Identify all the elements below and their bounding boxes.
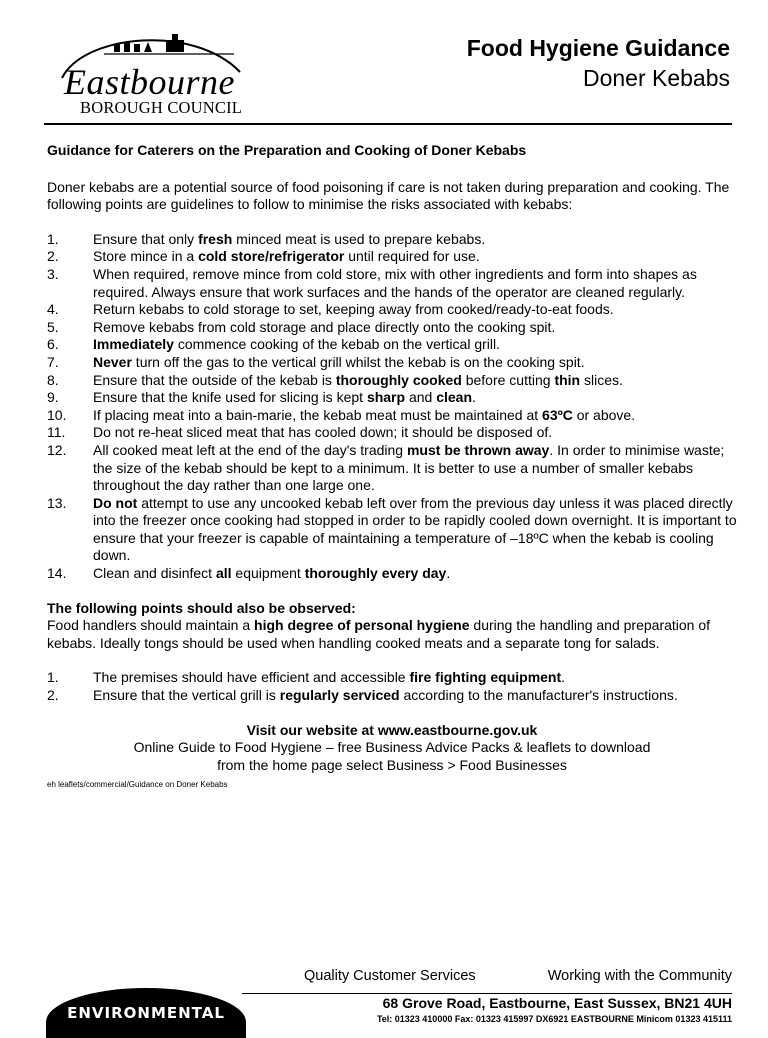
list-item-text (93, 301, 614, 317)
guidance-step (47, 266, 737, 301)
list-item-text (93, 495, 737, 564)
guidance-step (47, 248, 737, 266)
list-number: 13. (47, 494, 67, 511)
list-number: 9. (47, 389, 59, 406)
guidance-step (47, 372, 737, 390)
body-text: and (405, 389, 437, 406)
emphasis-text: Immediately (93, 336, 174, 353)
body-text: . (561, 669, 566, 686)
body-text: Clean and disinfect (93, 565, 216, 582)
body-text: Ensure that the knife used for slicing is kept (93, 389, 367, 406)
main-content (47, 142, 737, 790)
observation-item (47, 669, 737, 687)
emphasis-text: fresh (198, 230, 233, 247)
body-text: turn off the gas to the vertical grill whilst the kebab is on the cooking spit. (131, 353, 585, 370)
tagline-community: Working with the Community (547, 968, 732, 984)
logo-council-name: BOROUGH COUNCIL (80, 98, 243, 117)
list-number: 7. (47, 353, 59, 370)
footer-taglines (304, 968, 732, 984)
guidance-step (47, 231, 737, 249)
body-text: When required, remove mince from cold store, mix with other ingredients and form into shapes as required. Always ensure that work surfaces and the hands of the operator are cleaned regularly. (93, 265, 697, 300)
guidance-step (47, 389, 737, 407)
page-subtitle: Doner Kebabs (582, 65, 730, 91)
body-text: according to the manufacturer's instructions. (399, 687, 678, 704)
body-text: Store mince in a (93, 248, 199, 265)
body-text: Ensure that the vertical grill is (93, 687, 280, 704)
header-divider (44, 123, 732, 125)
list-item-text (93, 687, 678, 703)
body-text: until required for use. (344, 248, 480, 265)
emphasis-text: 63ºC (542, 406, 573, 423)
guidance-step (47, 301, 737, 319)
list-item-text (93, 372, 623, 388)
footer-contacts: Tel: 01323 410000 Fax: 01323 415997 DX6921 EASTBOURNE Minicom 01323 415111 (376, 1014, 732, 1024)
body-text: . (472, 389, 476, 406)
list-number: 12. (47, 441, 67, 458)
body-text: before cutting (461, 371, 555, 388)
guidance-step (47, 354, 737, 372)
tagline-quality: Quality Customer Services (304, 968, 476, 984)
list-item-text (93, 354, 585, 370)
list-item-text (93, 424, 552, 440)
emphasis-text: clean (436, 389, 473, 406)
list-number: 2. (47, 687, 59, 704)
list-item-text (93, 407, 635, 423)
observations-list (47, 669, 737, 704)
list-number: 5. (47, 318, 59, 335)
environmental-badge: ENVIRONMENTAL (46, 988, 246, 1038)
list-item-text (93, 442, 724, 493)
guidance-step (47, 565, 737, 583)
emphasis-text: high degree of personal hygiene (254, 617, 470, 634)
guidance-step (47, 424, 737, 442)
list-number: 1. (47, 230, 59, 247)
emphasis-text: thoroughly every day (304, 565, 447, 582)
list-item-text (93, 669, 565, 685)
body-text: Return kebabs to cold storage to set, keeping away from cooked/ready-to-eat foods. (93, 301, 614, 318)
page-title: Food Hygiene Guidance (466, 35, 730, 61)
guidance-heading: Guidance for Caterers on the Preparation and Cooking of Doner Kebabs (47, 142, 527, 158)
list-item-text (93, 248, 480, 264)
list-number: 11. (47, 424, 66, 441)
list-item-text (93, 319, 555, 335)
emphasis-text: Do not (93, 494, 138, 511)
body-text: The premises should have efficient and accessible (93, 669, 410, 686)
guidance-step (47, 495, 737, 565)
list-number: 1. (47, 669, 59, 686)
list-item-text (93, 266, 697, 300)
body-text: All cooked meat left at the end of the day's trading (93, 441, 407, 458)
guidance-step (47, 442, 737, 495)
body-text: Do not re-heat sliced meat that has cooled down; it should be disposed of. (93, 424, 553, 441)
emphasis-text: regularly serviced (279, 687, 400, 704)
body-text: Ensure that the outside of the kebab is (93, 371, 336, 388)
guidance-step (47, 319, 737, 337)
observations-paragraph (47, 617, 737, 652)
document-reference: eh leaflets/commercial/Guidance on Doner Kebabs (47, 780, 228, 790)
list-number: 2. (47, 248, 59, 265)
list-number: 6. (47, 336, 59, 353)
emphasis-text: fire fighting equipment (409, 669, 562, 686)
emphasis-text: all (215, 565, 232, 582)
list-number: 14. (47, 565, 67, 582)
body-text: If placing meat into a bain-marie, the kebab meat must be maintained at (93, 406, 543, 423)
body-text: Remove kebabs from cold storage and place directly onto the cooking spit. (93, 318, 556, 335)
body-text: minced meat is used to prepare kebabs. (232, 230, 486, 247)
body-text: or above. (572, 406, 636, 423)
body-text: attempt to use any uncooked kebab left over from the previous day unless it was placed directly into the freezer once cooking had stopped in order to be rapidly cooled down overnight. It is important to ensure that your freezer is capable of maintaining a temperature of –18ºC when the kebab is cooling down. (93, 494, 737, 564)
guidance-steps-list (47, 231, 737, 583)
intro-paragraph: Doner kebabs are a potential source of food poisoning if care is not taken during preparation and cooking. The following points are guidelines to follow to minimise the risks associated with kebabs: (47, 178, 730, 213)
body-text: during the handling and preparation of kebabs. Ideally tongs should be used when handling cooked meats and a separate tong for salads. (47, 617, 711, 651)
list-number: 4. (47, 301, 59, 318)
footer-divider (242, 993, 732, 994)
list-item-text (93, 389, 476, 405)
guidance-step (47, 407, 737, 425)
emphasis-text: thoroughly cooked (335, 371, 462, 388)
website-block (47, 722, 737, 775)
body-text: commence cooking of the kebab on the vertical grill. (173, 336, 500, 353)
body-text: . In order to minimise waste; the size of the kebab should be kept to a minimum. It is better to use a number of smaller kebabs throughout the day rather than one large one. (93, 441, 725, 494)
emphasis-text: cold store/refrigerator (198, 248, 345, 265)
footer-address: 68 Grove Road, Eastbourne, East Sussex, BN21 4UH (382, 995, 732, 1011)
body-text: equipment (231, 565, 305, 582)
list-number: 10. (47, 406, 67, 423)
guidance-step (47, 336, 737, 354)
body-text: Ensure that only (93, 230, 199, 247)
list-number: 3. (47, 265, 59, 282)
body-text: slices. (580, 371, 623, 388)
emphasis-text: sharp (366, 389, 406, 406)
website-link[interactable]: Visit our website at www.eastbourne.gov.uk (246, 721, 538, 738)
emphasis-text: Never (93, 353, 132, 370)
list-item-text (93, 231, 485, 247)
body-text: Food handlers should maintain a (47, 617, 255, 634)
council-logo (44, 26, 244, 126)
observation-item (47, 687, 737, 705)
emphasis-text: thin (554, 371, 581, 388)
list-item-text (93, 565, 450, 581)
website-guide-line: Online Guide to Food Hygiene – free Business Advice Packs & leaflets to download (133, 739, 651, 756)
emphasis-text: must be thrown away (406, 441, 550, 458)
list-number: 8. (47, 371, 59, 388)
list-item-text (93, 336, 500, 352)
website-navigation-line: from the home page select Business > Food Businesses (217, 756, 567, 773)
observations-heading: The following points should also be observed: (47, 599, 356, 616)
body-text: . (446, 565, 451, 582)
logo-town-name: Eastbourne (64, 62, 235, 102)
